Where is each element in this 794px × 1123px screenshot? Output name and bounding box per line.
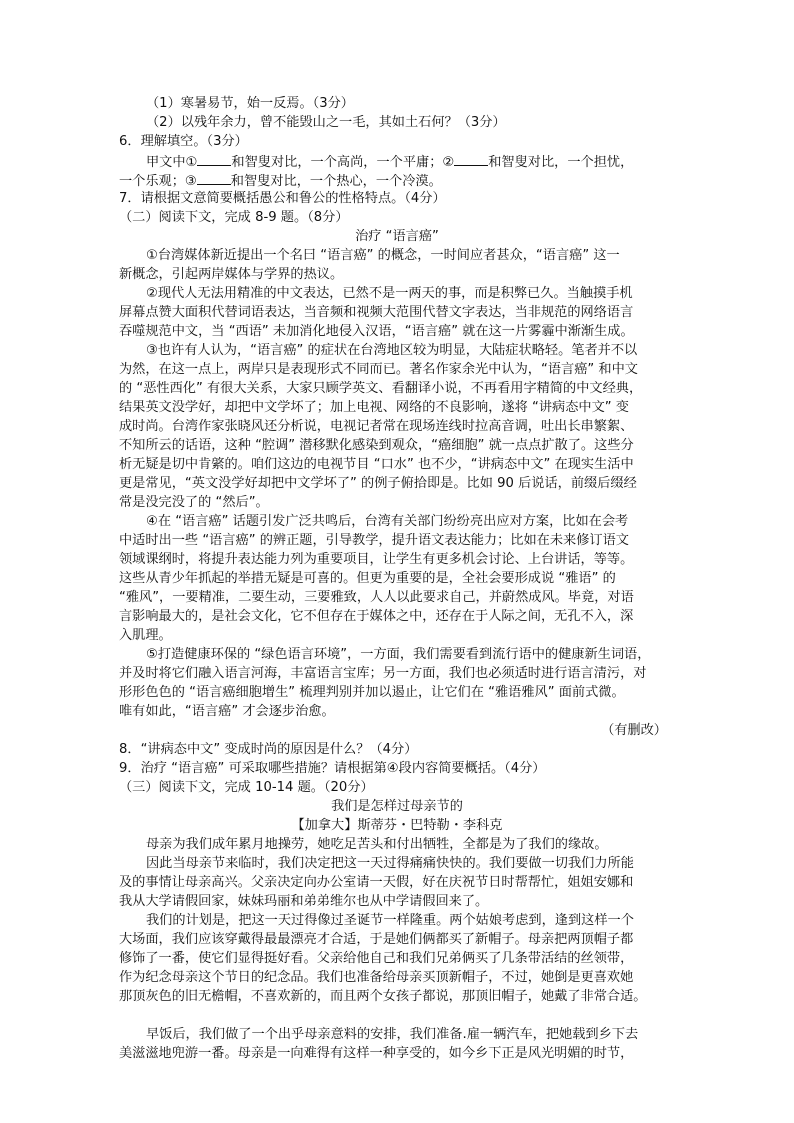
question-6: 6．理解填空。（3分） xyxy=(119,134,248,149)
paragraph-line: 中适时出一些 “语言癌” 的辨正题，引导教学，提升语文表达能力；比如在未来修订语文 xyxy=(119,533,629,548)
section-heading: （二）阅读下文，完成 8-9 题。（8分） xyxy=(119,210,349,225)
answer-blank-3[interactable] xyxy=(197,171,231,185)
text-line: （2）以残年余力，曾不能毁山之一毛，其如土石何？（3分） xyxy=(146,115,506,130)
paragraph-line: ⑤打造健康环保的 “绿色语言环境”，一方面，我们需要看到流行语中的健康新生词语， xyxy=(146,647,651,662)
question-9: 9．治疗 “语言癌” 可采取哪些措施？请根据第④段内容简要概括。（4分） xyxy=(119,761,546,776)
fill-text: 一个乐观；③ xyxy=(119,174,197,189)
paragraph-line: 成时尚。台湾作家张晓风还分析说，电视记者常在现场连线时拉高音调，吐出长串繁絮、 xyxy=(119,419,634,434)
paragraph-line: 屏幕点赞大面积代替词语表达，当音频和视频大范围代替文字表达，当非规范的网络语言 xyxy=(119,305,634,320)
paragraph-line: 不知所云的话语，这种 “腔调” 潜移默化感染到观众，“癌细胞” 就一点点扩散了。这些分 xyxy=(119,438,634,453)
question-8: 8．“讲病态中文” 变成时尚的原因是什么？（4分） xyxy=(119,742,418,757)
paragraph-line: 新概念，引起两岸媒体与学界的热议。 xyxy=(119,267,344,282)
paragraph-line: ②现代人无法用精准的中文表达，已然不是一两天的事，而是积弊已久。当触摸手机 xyxy=(146,286,633,301)
paragraph-line: ③也许有人认为，“语言癌” 的症状在台湾地区较为明显，大陆症状略轻。笔者并不以 xyxy=(146,343,638,358)
paragraph-line: 更是常见，“英文没学好却把中文学坏了” 的例子俯拾即是。比如 90 后说话，前缀后缀经 xyxy=(119,476,637,491)
answer-blank-2[interactable] xyxy=(454,152,488,166)
paragraph-line: ④在 “语言癌” 话题引发广泛共鸣后，台湾有关部门纷纷亮出应对方案，比如在会考 xyxy=(146,514,629,529)
paragraph-line: 吞噬规范中文，当 “西语” 未加消化地侵入汉语，“语言癌” 就在这一片雾霾中渐渐生成。 xyxy=(119,324,634,339)
article-title: 治疗 “语言癌” xyxy=(355,229,439,244)
paragraph-line: 我从大学请假回家，妹妹玛丽和弟弟维尔也从中学请假回来了。 xyxy=(119,894,489,909)
paragraph-line: 唯有如此，“语言癌” 才会逐步治愈。 xyxy=(119,704,335,719)
text-line: （1）寒暑易节，始一反焉。（3分） xyxy=(146,96,354,111)
paragraph-line: 作为纪念母亲这个节日的纪念品。我们也准备给母亲买顶新帽子，不过，她倒是更喜欢她 xyxy=(119,970,634,985)
paragraph-line: 修饰了一番，使它们显得挺好看。父亲给他自己和我们兄弟俩买了几条带活结的丝领带， xyxy=(119,951,634,966)
paragraph-line: 那顶灰色的旧无檐帽，不喜欢新的，而且两个女孩子都说，那顶旧帽子，她戴了非常合适。 xyxy=(119,989,647,1004)
article-title: 我们是怎样过母亲节的 xyxy=(331,799,463,814)
paragraph-line: 早饭后，我们做了一个出乎母亲意料的安排，我们准备.雇一辆汽车，把她载到乡下去 xyxy=(146,1027,639,1042)
article-author: 【加拿大】斯蒂芬・巴特勒・李科克 xyxy=(291,818,503,833)
paragraph-line: 及的事情让母亲高兴。父亲决定向办公室请一天假，好在庆祝节日时帮帮忙，姐姐安娜和 xyxy=(119,875,634,890)
paragraph-line: 结果英文没学好，却把中文学坏了；加上电视、网络的不良影响，遂将 “讲病态中文” 变 xyxy=(119,400,629,415)
paragraph-line: 入肌理。 xyxy=(119,628,172,643)
paragraph-line: 形形色色的 “语言癌细胞增生” 梳理判别并加以遏止，让它们在 “雅语雅风” 面前式微。 xyxy=(119,685,625,700)
paragraph-line: 美滋滋地兜游一番。母亲是一向难得有这样一种享受的，如今乡下正是风光明媚的时节， xyxy=(119,1046,634,1061)
question-7: 7．请根据文意简要概括愚公和鲁公的性格特点。（4分） xyxy=(119,191,446,206)
fill-text: 和智叟对比，一个高尚，一个平庸；② xyxy=(231,155,455,170)
paragraph-line: “雅风”，一要精准，二要生动，三要雅致，人人以此要求自己，并蔚然成风。毕竟，对语 xyxy=(119,590,634,605)
paragraph-line: 并及时将它们融入语言河海，丰富语言宝库；另一方面，我们也必须适时进行语言清污，对 xyxy=(119,666,647,681)
paragraph-line: 大场面，我们应该穿戴得最最漂亮才合适，于是她们俩都买了新帽子。母亲把两顶帽子都 xyxy=(119,932,634,947)
paragraph-line: 常是没完没了的 “然后”。 xyxy=(119,495,269,510)
fill-in-line xyxy=(146,152,633,172)
paragraph-line: 析无疑是切中肯綮的。咱们这边的电视节目 “口水” 也不少，“讲病态中文” 在现实生活中 xyxy=(119,457,634,472)
paragraph-line: 言影响最大的，是社会文化，它不但存在于媒体之中，还存在于人际之间，无孔不入，深 xyxy=(119,609,634,624)
section-heading: （三）阅读下文，完成 10-14 题。（20分） xyxy=(119,780,374,795)
paragraph-line: 我们的计划是，把这一天过得像过圣诞节一样隆重。两个姑娘考虑到，逢到这样一个 xyxy=(146,913,634,928)
paragraph-line: 领域课纲时，将提升表达能力列为重要项目，让学生有更多机会讨论、上台讲话，等等。 xyxy=(119,552,634,567)
paragraph-line: 这些从青少年抓起的举措无疑是可喜的。但更为重要的是，全社会要形成说 “雅语” 的 xyxy=(119,571,616,586)
paragraph-line: 因此当母亲节来临时，我们决定把这一天过得痛痛快快的。我们要做一切我们力所能 xyxy=(146,856,634,871)
fill-text: 甲文中① xyxy=(146,155,198,170)
source-note: （有删改） xyxy=(601,723,667,738)
paragraph-line: ①台湾媒体新近提出一个名曰 “语言癌” 的概念，一时间应者甚众，“语言癌” 这一 xyxy=(146,248,620,263)
paragraph-line: 的 “恶性西化” 有很大关系，大家只顾学英文、看翻译小说，不再看用字精简的中文经典， xyxy=(119,381,643,396)
fill-in-line xyxy=(119,171,442,191)
fill-text: 和智叟对比，一个热心，一个冷漠。 xyxy=(230,174,442,189)
answer-blank-1[interactable] xyxy=(197,152,231,166)
paragraph-line: 母亲为我们成年累月地操劳，她吃足苦头和付出牺牲，全都是为了我们的缘故。 xyxy=(146,837,608,852)
fill-text: 和智叟对比，一个担忧， xyxy=(488,155,634,170)
paragraph-line: 为然，在这一点上，两岸只是表现形式不同而已。著名作家余光中认为，“语言癌” 和中文 xyxy=(119,362,638,377)
